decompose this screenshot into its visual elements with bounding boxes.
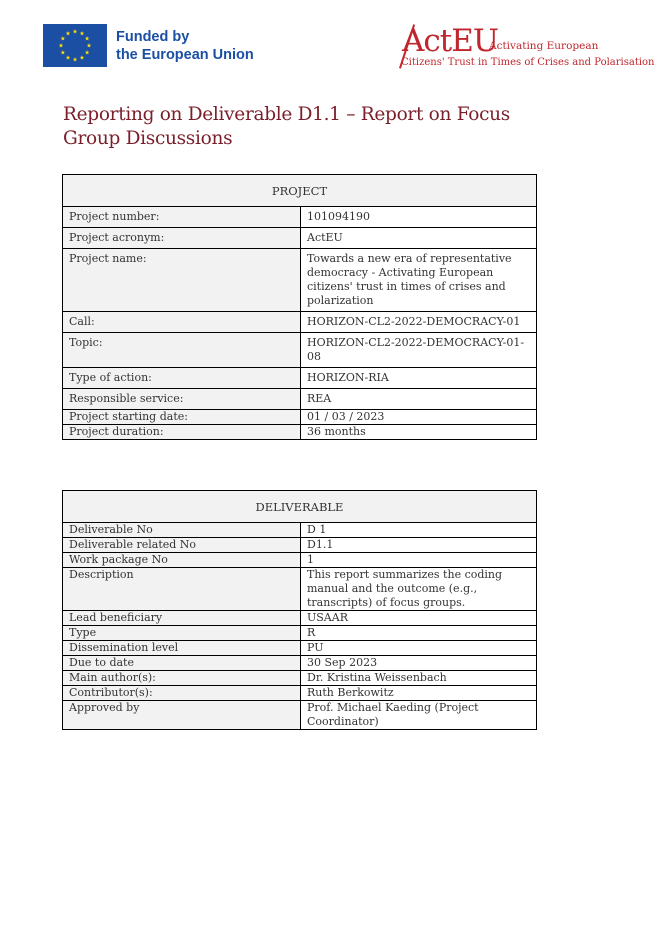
- deliverable-table: [62, 490, 537, 730]
- row-label: Call:: [63, 312, 301, 333]
- row-value: HORIZON-RIA: [301, 368, 537, 389]
- row-label: Deliverable No: [63, 523, 301, 538]
- eu-star-icon: [73, 29, 78, 33]
- row-value: R: [301, 626, 537, 641]
- eu-funding-line2: the European Union: [116, 46, 254, 63]
- row-label: Project duration:: [63, 425, 301, 440]
- row-value: D 1: [301, 523, 537, 538]
- table-row: [63, 207, 537, 228]
- eu-star-icon: [85, 50, 90, 54]
- row-label: Work package No: [63, 553, 301, 568]
- table-row: [63, 568, 537, 611]
- row-label: Type of action:: [63, 368, 301, 389]
- table-row: [63, 701, 537, 730]
- row-label: Project number:: [63, 207, 301, 228]
- row-value: USAAR: [301, 611, 537, 626]
- table-row: [63, 425, 537, 440]
- eu-funding-logo: [43, 24, 254, 67]
- deliverable-table-header-row: [63, 491, 537, 523]
- eu-funding-text: [116, 28, 254, 64]
- row-value: D1.1: [301, 538, 537, 553]
- row-label: Responsible service:: [63, 389, 301, 410]
- eu-star-icon: [66, 31, 71, 35]
- eu-funding-line1: Funded by: [116, 28, 190, 45]
- table-row: [63, 538, 537, 553]
- project-table-header-row: [63, 175, 537, 207]
- row-value: 01 / 03 / 2023: [301, 410, 537, 425]
- eu-star-icon: [73, 57, 78, 61]
- table-row: [63, 368, 537, 389]
- table-row: [63, 410, 537, 425]
- row-value: REA: [301, 389, 537, 410]
- row-label: Dissemination level: [63, 641, 301, 656]
- eu-star-icon: [66, 55, 71, 59]
- row-label: Approved by: [63, 701, 301, 730]
- acteu-brand: ActEU: [402, 23, 498, 59]
- row-label: Topic:: [63, 333, 301, 368]
- eu-star-icon: [61, 36, 66, 40]
- table-row: [63, 611, 537, 626]
- row-label: Deliverable related No: [63, 538, 301, 553]
- row-value: 1: [301, 553, 537, 568]
- table-row: [63, 671, 537, 686]
- table-row: [63, 523, 537, 538]
- row-label: Project acronym:: [63, 228, 301, 249]
- row-label: Description: [63, 568, 301, 611]
- eu-star-icon: [87, 43, 92, 47]
- row-label: Type: [63, 626, 301, 641]
- row-label: Project name:: [63, 249, 301, 312]
- acteu-logo: [398, 23, 655, 74]
- eu-star-icon: [61, 50, 66, 54]
- row-value: Prof. Michael Kaeding (Project Coordinator): [301, 701, 537, 730]
- table-row: [63, 686, 537, 701]
- row-label: Contributor(s):: [63, 686, 301, 701]
- eu-flag-icon: [43, 24, 107, 67]
- page-title: Reporting on Deliverable D1.1 – Report on Focus Group Discussions: [63, 104, 510, 149]
- project-table: [62, 174, 537, 440]
- acteu-tagline-2: Citizens' Trust in Times of Crises and Polarisation: [401, 57, 655, 68]
- table-row: [63, 228, 537, 249]
- row-value: 36 months: [301, 425, 537, 440]
- table-row: [63, 249, 537, 312]
- page-header: [0, 0, 662, 90]
- eu-star-icon: [80, 55, 85, 59]
- table-row: [63, 626, 537, 641]
- acteu-tagline-1: Activating European: [489, 40, 599, 52]
- row-value: HORIZON-CL2-2022-DEMOCRACY-01-08: [301, 333, 537, 368]
- eu-star-icon: [80, 31, 85, 35]
- table-row: [63, 333, 537, 368]
- table-row: [63, 641, 537, 656]
- eu-star-icon: [85, 36, 90, 40]
- row-value: This report summarizes the coding manual and the outcome (e.g., transcripts) of focus groups.: [301, 568, 537, 611]
- eu-star-icon: [59, 43, 64, 47]
- row-value: 30 Sep 2023: [301, 656, 537, 671]
- row-value: HORIZON-CL2-2022-DEMOCRACY-01: [301, 312, 537, 333]
- row-value: PU: [301, 641, 537, 656]
- table-row: [63, 389, 537, 410]
- deliverable-table-heading: DELIVERABLE: [63, 491, 537, 523]
- table-row: [63, 553, 537, 568]
- row-label: Main author(s):: [63, 671, 301, 686]
- table-row: [63, 312, 537, 333]
- project-table-heading: PROJECT: [63, 175, 537, 207]
- row-label: Due to date: [63, 656, 301, 671]
- row-value: ActEU: [301, 228, 537, 249]
- row-value: Ruth Berkowitz: [301, 686, 537, 701]
- row-value: Dr. Kristina Weissenbach: [301, 671, 537, 686]
- row-label: Project starting date:: [63, 410, 301, 425]
- table-row: [63, 656, 537, 671]
- row-value: 101094190: [301, 207, 537, 228]
- row-value: Towards a new era of representative democracy - Activating European citizens' trust in times of crises and polarization: [301, 249, 537, 312]
- row-label: Lead beneficiary: [63, 611, 301, 626]
